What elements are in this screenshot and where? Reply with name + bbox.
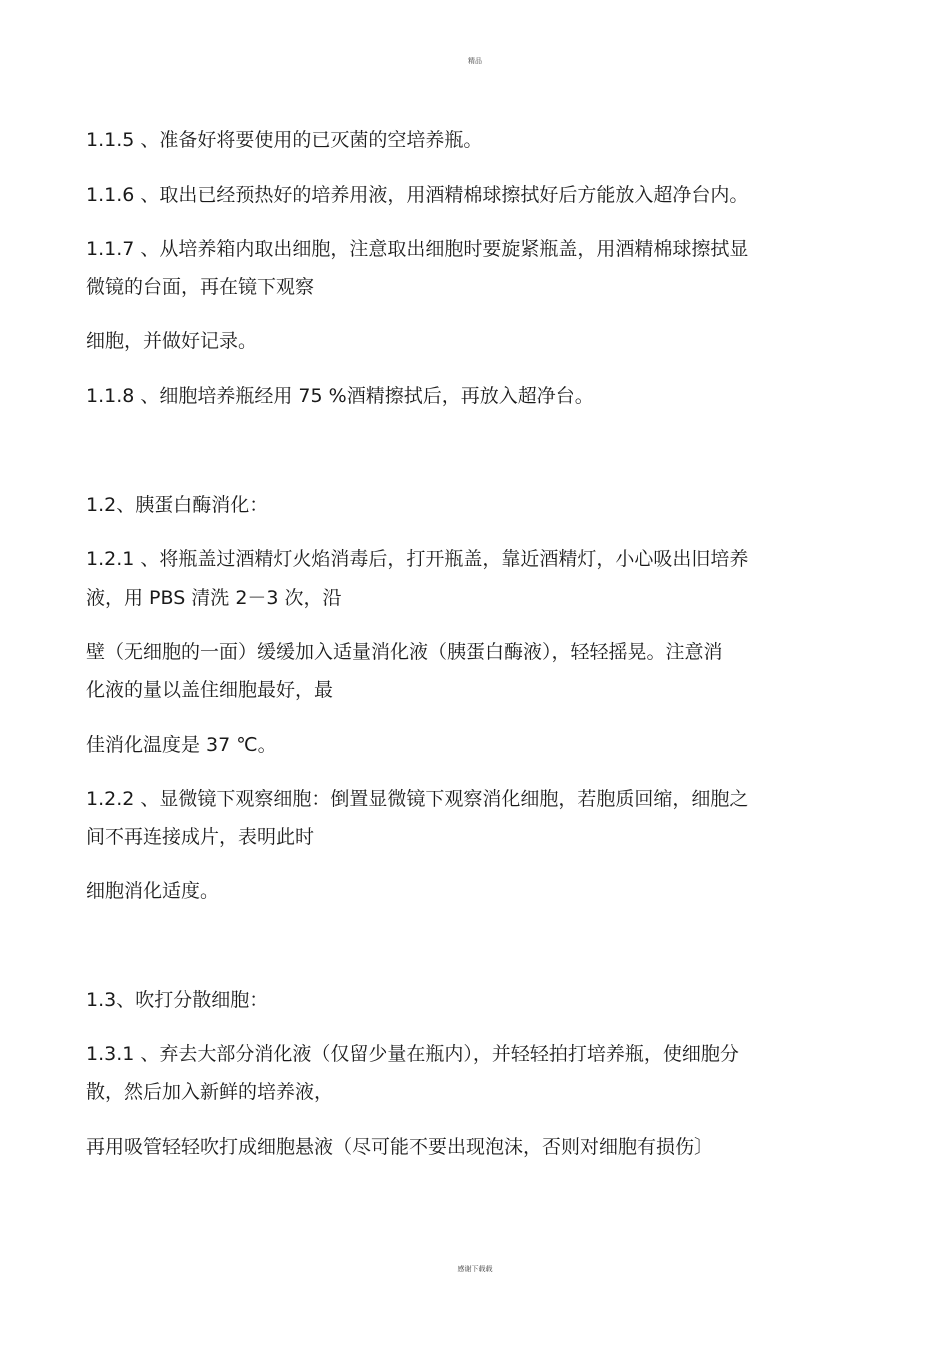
text-line: 细胞，并做好记录。 xyxy=(86,330,258,352)
text-line: 1.1.6 、取出已经预热好的培养用液，用酒精棉球擦拭好后方能放入超净台内。 xyxy=(86,184,749,206)
text-line: 1.2.2 、显微镜下观察细胞：倒置显微镜下观察消化细胞，若胞质回缩，细胞之 xyxy=(86,788,749,810)
text-line: 散，然后加入新鲜的培养液， xyxy=(86,1081,334,1103)
section-heading: 1.2、胰蛋白酶消化： xyxy=(86,494,269,516)
text-line: 再用吸管轻轻吹打成细胞悬液（尽可能不要出现泡沫，否则对细胞有损伤〕 xyxy=(86,1136,714,1158)
text-line: 1.1.8 、细胞培养瓶经用 75 %酒精擦拭后，再放入超净台。 xyxy=(86,385,594,407)
text-line: 1.2.1 、将瓶盖过酒精灯火焰消毒后，打开瓶盖，靠近酒精灯，小心吸出旧培养 xyxy=(86,548,749,570)
text-line: 化液的量以盖住细胞最好，最 xyxy=(86,679,334,701)
page-header: 精品 xyxy=(468,57,482,65)
page-footer: 感谢下载载 xyxy=(457,1265,493,1273)
text-line: 1.3.1 、弃去大部分消化液（仅留少量在瓶内），并轻轻拍打培养瓶，使细胞分 xyxy=(86,1043,739,1065)
text-line: 间不再连接成片，表明此时 xyxy=(86,826,315,848)
text-line: 1.1.5 、准备好将要使用的已灭菌的空培养瓶。 xyxy=(86,129,483,151)
text-line: 壁（无细胞的一面）缓缓加入适量消化液（胰蛋白酶液），轻轻摇晃。注意消 xyxy=(86,641,723,663)
text-line: 液，用 PBS 清洗 2－3 次，沿 xyxy=(86,587,342,609)
text-line: 微镜的台面，再在镜下观察 xyxy=(86,276,315,298)
text-line: 1.1.7 、从培养箱内取出细胞，注意取出细胞时要旋紧瓶盖，用酒精棉球擦拭显 xyxy=(86,238,749,260)
section-heading: 1.3、吹打分散细胞： xyxy=(86,989,269,1011)
text-line: 佳消化温度是 37 ℃。 xyxy=(86,734,277,756)
text-line: 细胞消化适度。 xyxy=(86,880,220,902)
